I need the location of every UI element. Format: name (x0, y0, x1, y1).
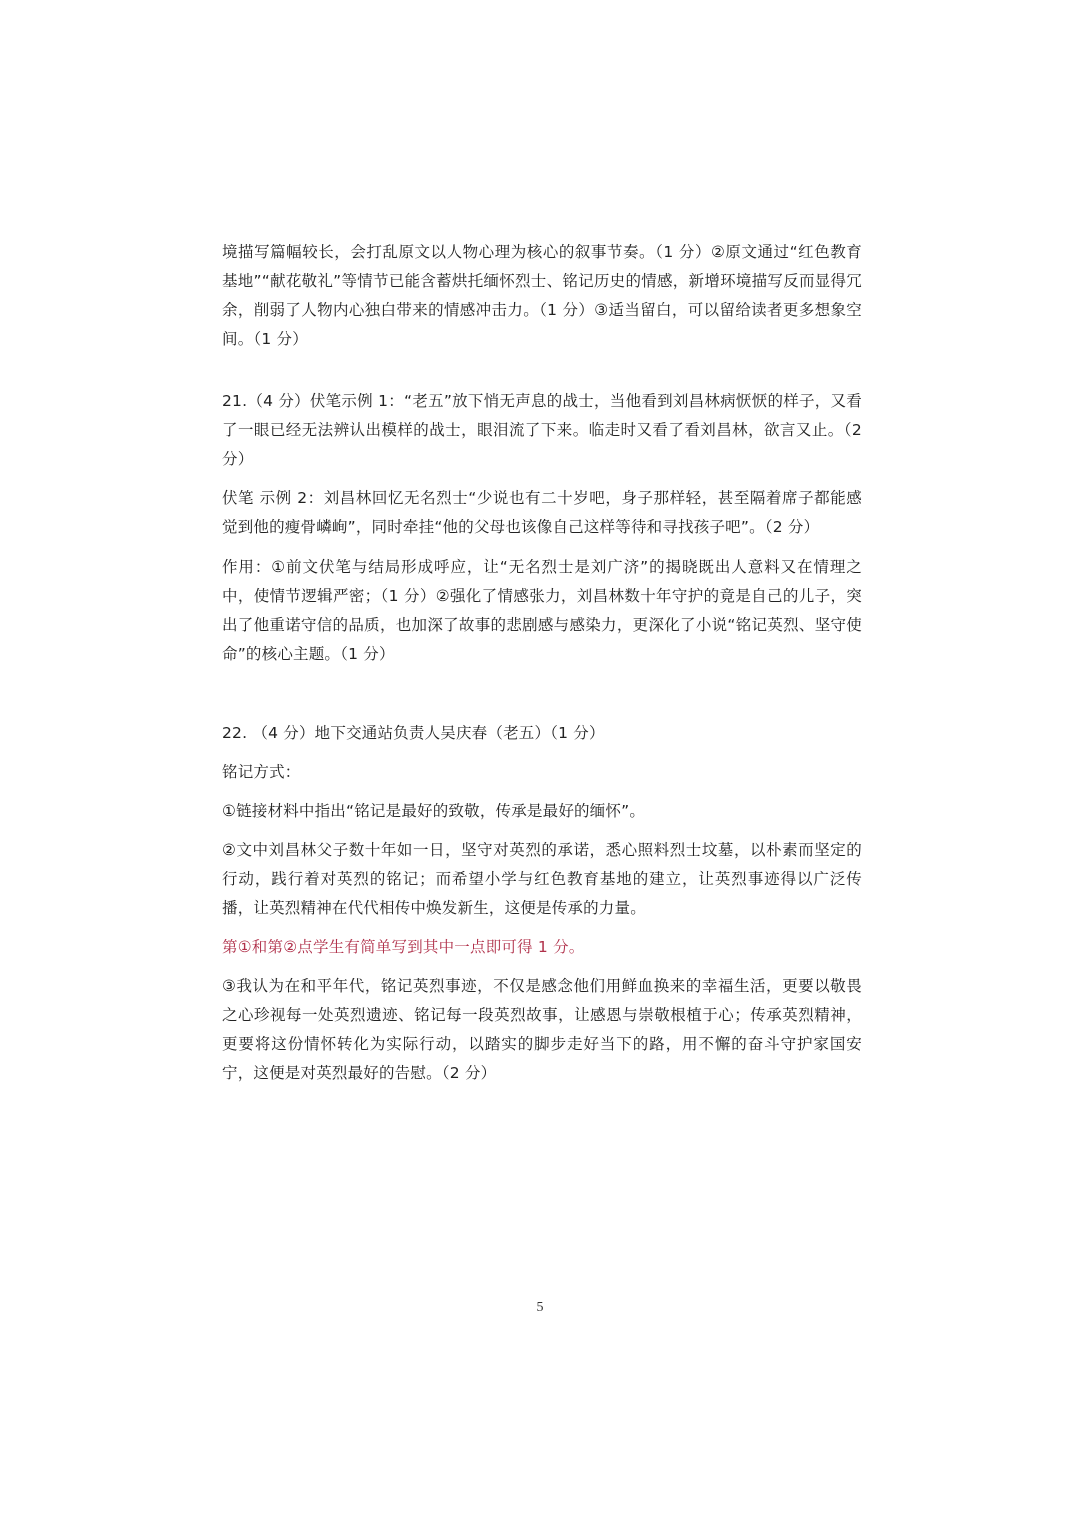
q22-grading-note: 第①和第②点学生有简单写到其中一点即可得 1 分。 (222, 938, 585, 956)
q22-answer: 22. （4 分）地下交通站负责人吴庆春（老五）（1 分） (222, 724, 605, 742)
q22-point-3: ③我认为在和平年代，铭记英烈事迹，不仅是感念他们用鲜血换来的幸福生活，更要以敬畏之心珍视每一处英烈遗迹、铭记每一段英烈故事，让感恩与崇敬根植于心；传承英烈精神，更要将这份情怀转化为实际行动，以踏实的脚步走好当下的路，用不懈的奋斗守护家国安宁，这便是对英烈最好的告慰。（2 分） (222, 977, 862, 1082)
answer-content (222, 238, 862, 1088)
intro-paragraph: 境描写篇幅较长，会打乱原文以人物心理为核心的叙事节奏。（1 分）②原文通过“红色教育基地”“献花敬礼”等情节已能含蓄烘托缅怀烈士、铭记历史的情感，新增环境描写反而显得冗余，削弱了人物内心独白带来的情感冲击力。（1 分）③适当留白，可以留给读者更多想象空间。（1 分） (222, 243, 862, 348)
page-number: 5 (536, 1300, 544, 1315)
q22-method-label: 铭记方式： (222, 763, 301, 781)
q21-effect: 作用：①前文伏笔与结局形成呼应，让“无名烈士是刘广济”的揭晓既出人意料又在情理之中，使情节逻辑严密；（1 分）②强化了情感张力，刘昌林数十年守护的竟是自己的儿子，突出了他重诺守信的品质，也加深了故事的悲剧感与感染力，更深化了小说“铭记英烈、坚守使命”的核心主题。（1 分） (222, 558, 862, 663)
question-22 (222, 719, 862, 1088)
q21-example-1: 21.（4 分）伏笔示例 1：“老五”放下悄无声息的战士，当他看到刘昌林病恹恹的样子，又看了一眼已经无法辨认出模样的战士，眼泪流了下来。临走时又看了看刘昌林，欲言又止。（2 分） (222, 392, 862, 468)
question-21 (222, 387, 862, 669)
q22-point-2: ②文中刘昌林父子数十年如一日，坚守对英烈的承诺，悉心照料烈士坟墓，以朴素而坚定的行动，践行着对英烈的铭记；而希望小学与红色教育基地的建立，让英烈事迹得以广泛传播，让英烈精神在代代相传中焕发新生，这便是传承的力量。 (222, 841, 862, 917)
q21-example-2: 伏笔 示例 2：刘昌林回忆无名烈士“少说也有二十岁吧，身子那样轻，甚至隔着席子都能感觉到他的瘦骨嶙峋”，同时牵挂“他的父母也该像自己这样等待和寻找孩子吧”。（2 分） (222, 489, 862, 536)
q22-point-1: ①链接材料中指出“铭记是最好的致敬，传承是最好的缅怀”。 (222, 802, 646, 820)
